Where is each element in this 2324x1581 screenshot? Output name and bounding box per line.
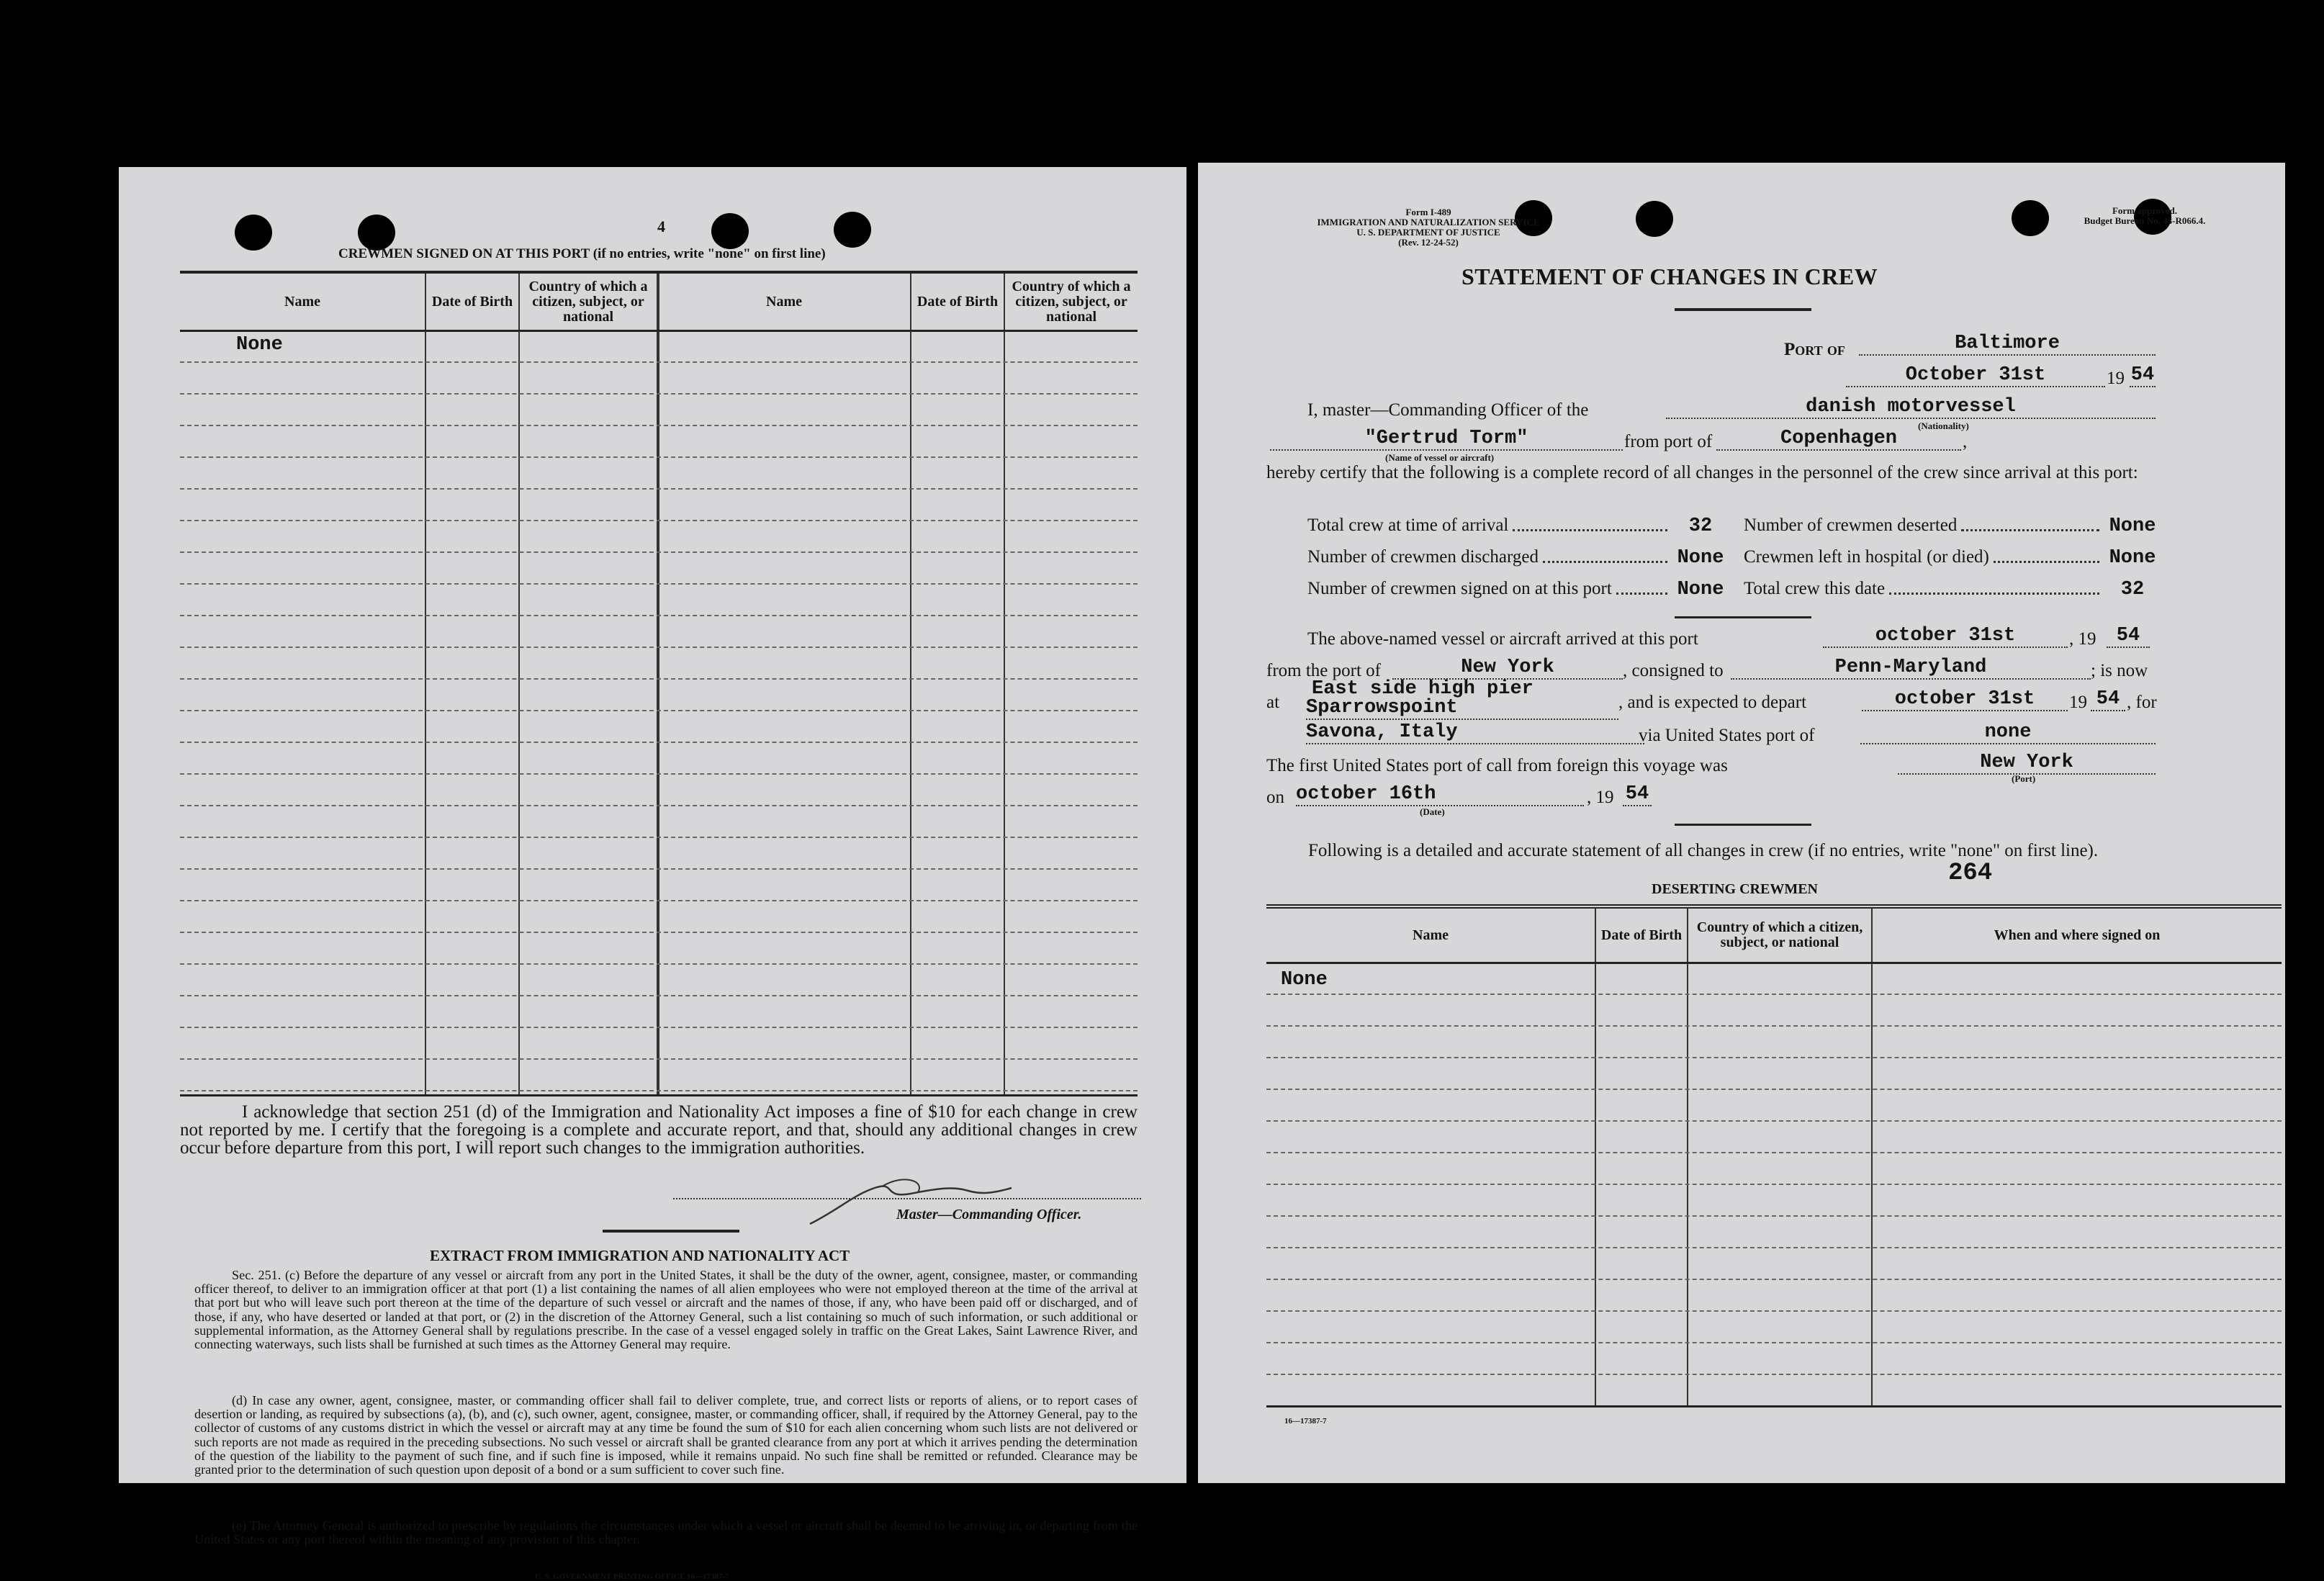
first-entry: None <box>1281 969 1328 991</box>
title-underline <box>1675 308 1811 311</box>
col-signed-on: When and where signed on <box>1994 927 2161 943</box>
row-line <box>180 868 1138 870</box>
row-line <box>180 963 1138 965</box>
row-line <box>1266 994 2282 995</box>
column-divider <box>657 274 659 1094</box>
col-country: Country of which a citizen, subject, or national <box>1696 919 1863 950</box>
approval-block: Form approved. Budget Bureau No. 43-R066.4. <box>2084 205 2206 226</box>
port-caption: (Port) <box>2012 773 2036 784</box>
signed-label: Number of crewmen signed on at this port <box>1307 579 1612 598</box>
row-line <box>180 1058 1138 1060</box>
signed-value: None <box>1677 579 1724 600</box>
row-line <box>1266 1342 2282 1343</box>
hospital-row <box>1744 547 2161 569</box>
col-country: Country of which a citizen, subject, or national <box>528 278 648 325</box>
signed-on-row <box>1307 579 1729 600</box>
col-name: Name <box>1413 927 1449 943</box>
first-port-value: New York <box>1898 752 2156 775</box>
page-number: 4 <box>657 217 665 235</box>
row-line <box>180 520 1138 521</box>
row-line <box>180 647 1138 648</box>
signature-caption: Master—Commanding Officer. <box>896 1207 1082 1222</box>
divider <box>1675 824 1811 826</box>
port-value: Baltimore <box>1859 333 2156 356</box>
comma: , <box>1963 432 1968 451</box>
punch-hole <box>358 215 395 251</box>
total-crew-label: Total crew at time of arrival <box>1307 515 1509 535</box>
row-line <box>180 1090 1138 1091</box>
from-label: from the port of <box>1266 661 1381 680</box>
on-label: on <box>1266 788 1284 807</box>
row-line <box>180 488 1138 490</box>
column-divider <box>425 274 426 1094</box>
hospital-value: None <box>2109 547 2156 569</box>
date-value: October 31st <box>1846 364 2105 387</box>
from-value: New York <box>1392 657 1623 680</box>
date-caption: (Date) <box>1420 806 1445 817</box>
arrived-year: 54 <box>2107 625 2150 648</box>
is-now: ; is now <box>2091 661 2148 680</box>
row-line <box>180 805 1138 806</box>
row-line <box>180 837 1138 838</box>
punch-hole <box>235 215 272 251</box>
deserted-value: None <box>2109 515 2156 537</box>
row-line <box>1266 1184 2282 1185</box>
row-line <box>180 1027 1138 1028</box>
nationality-value: danish motorvessel <box>1666 396 2156 419</box>
certify-text: hereby certify that the following is a complete record of all changes in the personnel of the crew since arrival at this port: <box>1266 463 2138 482</box>
following-text: Following is a detailed and accurate statement of all changes in crew (if no entries, write "none" on first line). <box>1308 841 2099 860</box>
extract-paragraph-c: Sec. 251. (c) Before the departure of any vessel or aircraft from any port in the United States, it shall be the duty of the owner, agent, consignee, master, or commanding officer thereof, to deliver to an immigration officer at that port (1) a list containing the names of all alien employees who were not employed thereon at the time of the arrival at that port but who will leave such port thereon at the time of the departure of such vessel or aircraft and the names of those, if any, who have been paid off or discharged, and of those, if any, who have deserted or landed at that port, or (2) in the discretion of the Attorney General, such a list containing so much of such information, or such additional or supplemental information, as the Attorney General shall by regulations prescribe. In the case of a vessel engaged solely in traffic on the Great Lakes, Saint Lawrence River, and connecting waterways, such lists shall be furnished at such times as the Attorney General may require. <box>194 1268 1138 1352</box>
row-line <box>1266 1152 2282 1153</box>
expected-label: , and is expected to depart <box>1618 693 1807 712</box>
from-port-label: from port of <box>1624 432 1713 451</box>
deserting-crewmen-table <box>1266 904 2282 1407</box>
divider <box>1675 616 1811 618</box>
row-line <box>1266 1374 2282 1375</box>
column-divider <box>1004 274 1005 1094</box>
column-divider <box>518 274 520 1094</box>
form-header: Form I-489 IMMIGRATION AND NATURALIZATION SERVICE U. S. DEPARTMENT OF JUSTICE (Rev. 12-24-52) <box>1317 207 1540 248</box>
row-line <box>1266 1215 2282 1217</box>
year-value: 54 <box>2130 364 2155 386</box>
via-value: none <box>1860 721 2156 744</box>
depart-comma: 19 <box>2069 693 2087 712</box>
arrived-label: The above-named vessel or aircraft arrived at this port <box>1307 629 1698 649</box>
at-value-1: East side high pier <box>1312 678 1533 700</box>
on-year-prefix: , 19 <box>1587 788 1614 807</box>
at-value-2: Sparrowspoint <box>1306 697 1618 720</box>
total-date-label: Total crew this date <box>1744 579 1886 598</box>
punch-hole <box>711 213 749 249</box>
depart-value: october 31st <box>1862 688 2068 711</box>
total-crew-row <box>1307 515 1729 537</box>
row-line <box>180 678 1138 680</box>
nationality-caption: (Nationality) <box>1918 420 1969 431</box>
row-line <box>1266 1279 2282 1280</box>
first-entry: None <box>236 334 283 356</box>
column-divider <box>910 274 911 1094</box>
divider <box>603 1230 739 1233</box>
for-label: , for <box>2127 693 2157 712</box>
on-year: 54 <box>1623 783 1652 806</box>
total-crew-value: 32 <box>1688 515 1713 537</box>
row-line <box>180 773 1138 775</box>
header-rule <box>180 330 1138 332</box>
col-name-2: Name <box>766 293 802 310</box>
crewmen-signed-on-table <box>180 271 1138 1096</box>
destination-value: Savona, Italy <box>1306 721 1644 744</box>
consigned-label: , consigned to <box>1623 661 1724 680</box>
at-label: at <box>1266 693 1280 712</box>
col-dob-2: Date of Birth <box>916 293 999 310</box>
row-line <box>180 742 1138 743</box>
depart-year: 54 <box>2091 688 2125 711</box>
acknowledgment-text: I acknowledge that section 251 (d) of the Immigration and Nationality Act imposes a fine of $10 for each change in crew not reported by me. I certify that the foregoing is a complete and accurate report, and that, should any additional changes in crew occur before departure from this port, I will report such changes to the immigration authorities. <box>180 1102 1138 1158</box>
row-line <box>180 900 1138 901</box>
consigned-value: Penn-Maryland <box>1731 657 2091 680</box>
row-line <box>1266 1310 2282 1312</box>
deserting-title: DESERTING CREWMEN <box>1652 881 1818 897</box>
discharged-value: None <box>1677 547 1724 569</box>
from-port-value: Copenhagen <box>1716 428 1961 451</box>
header-rule <box>1266 962 2282 964</box>
row-line <box>1266 1057 2282 1058</box>
total-date-row <box>1744 579 2161 600</box>
vessel-caption: (Name of vessel or aircraft) <box>1385 452 1495 463</box>
page-title: STATEMENT OF CHANGES IN CREW <box>1461 264 1878 289</box>
col-dob: Date of Birth <box>431 293 513 310</box>
total-date-value: 32 <box>2120 579 2145 600</box>
column-divider <box>1687 909 1688 1405</box>
discharged-label: Number of crewmen discharged <box>1307 547 1539 567</box>
col-dob: Date of Birth <box>1600 927 1683 943</box>
arrived-comma: , 19 <box>2069 629 2096 649</box>
row-line <box>1266 1247 2282 1248</box>
deserted-label: Number of crewmen deserted <box>1744 515 1958 535</box>
row-line <box>180 932 1138 933</box>
row-line <box>180 995 1138 996</box>
row-line <box>180 615 1138 616</box>
row-line <box>180 551 1138 553</box>
row-line <box>1266 1089 2282 1090</box>
row-line <box>180 425 1138 426</box>
port-label: Port of <box>1784 340 1845 359</box>
vessel-value: "Gertrud Torm" <box>1270 428 1623 451</box>
on-value: october 16th <box>1296 783 1584 806</box>
year-prefix: 19 <box>2107 369 2125 388</box>
col-name: Name <box>284 293 320 310</box>
deserted-row <box>1744 515 2161 537</box>
extract-title: EXTRACT FROM IMMIGRATION AND NATIONALITY ACT <box>430 1247 850 1264</box>
row-line <box>1266 1120 2282 1122</box>
row-line <box>180 456 1138 458</box>
master-label: I, master—Commanding Officer of the <box>1307 400 1589 420</box>
row-line <box>180 393 1138 395</box>
punch-hole <box>834 212 871 248</box>
hospital-label: Crewmen left in hospital (or died) <box>1744 547 1989 567</box>
extract-paragraph-e: (e) The Attorney General is authorized to prescribe by regulations the circumstances under which a vessel or aircraft shall be deemed to be arriving in, or departing from the United States or any port thereof within the meaning of any provision of this chapter. <box>194 1518 1138 1547</box>
row-line <box>1266 1025 2282 1027</box>
left-page <box>119 167 1186 1581</box>
col-country-2: Country of which a citizen, subject, or national <box>1012 278 1131 325</box>
form-footer: 16—17387-7 <box>1284 1417 1327 1425</box>
row-line <box>180 710 1138 711</box>
row-line <box>180 361 1138 363</box>
column-divider <box>1595 909 1596 1405</box>
handwritten-number: 264 <box>1948 860 1993 887</box>
punch-hole <box>1636 201 1673 237</box>
printer-line: U. S. GOVERNMENT PRINTING OFFICE 16—17387-7 <box>535 1572 729 1581</box>
via-label: via United States port of <box>1639 726 1815 745</box>
right-page <box>1198 163 2285 1483</box>
column-divider <box>1871 909 1873 1405</box>
discharged-row <box>1307 547 1729 569</box>
first-port-label: The first United States port of call from foreign this voyage was <box>1266 756 1728 775</box>
row-line <box>180 583 1138 585</box>
section-title: CREWMEN SIGNED ON AT THIS PORT (if no entries, write "none" on first line) <box>338 246 826 261</box>
arrived-value: october 31st <box>1823 625 2068 648</box>
extract-paragraph-d: (d) In case any owner, agent, consignee, master, or commanding officer shall fail to deliver complete, true, and correct lists or reports of aliens, or to report cases of desertion or landing, as required by subsections (a), (b), and (c), such owner, agent, consignee, master, or commanding officer, shall, if required by the Attorney General, pay to the collector of customs of any customs district in which the vessel or aircraft may at any time be found the sum of $10 for each alien concerning whom such lists are not delivered or such reports are not made as required in the preceding subsections. No such vessel or aircraft shall be granted clearance from any port at which it arrives pending the determination of the question of the liability to the payment of such fine, and if such fine is imposed, while it remains unpaid. No such fine shall be remitted or refunded. Clearance may be granted prior to the determination of such question upon deposit of a bond or a sum sufficient to cover such fine. <box>194 1393 1138 1477</box>
